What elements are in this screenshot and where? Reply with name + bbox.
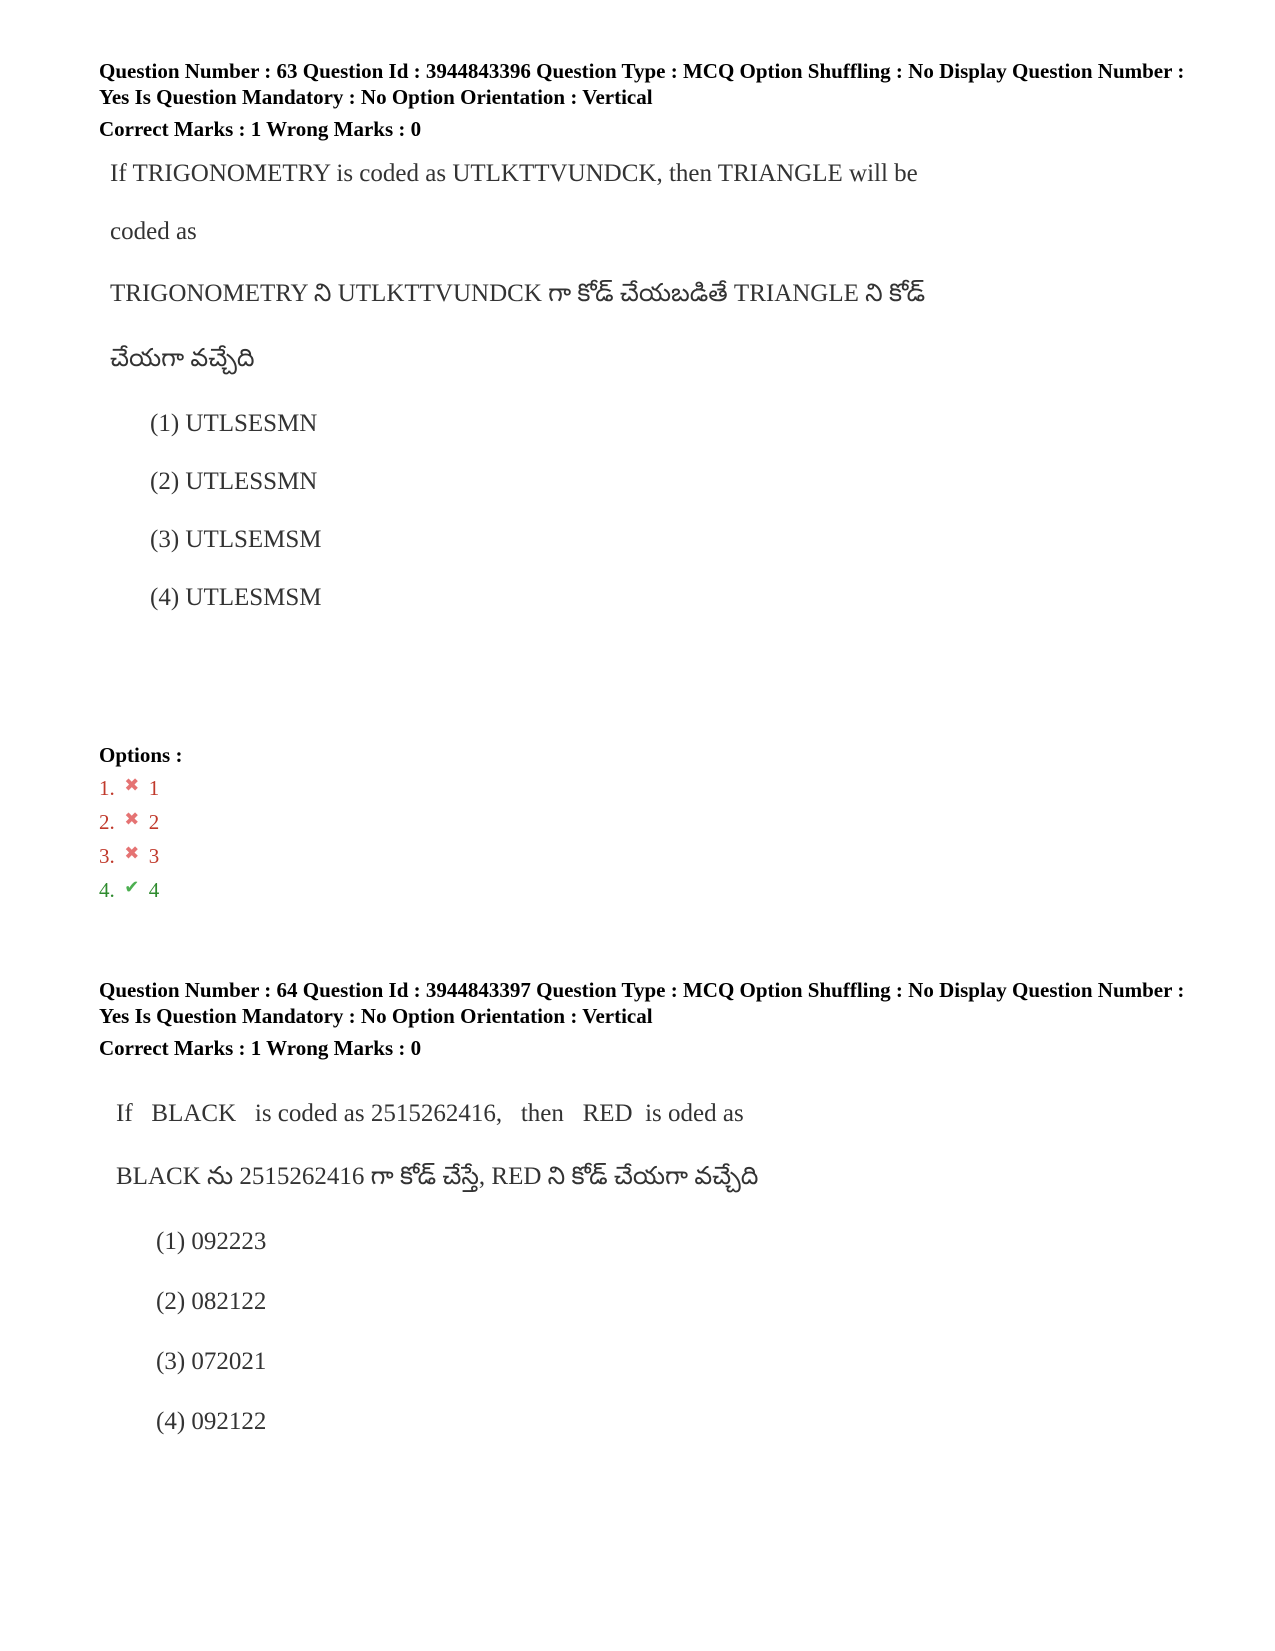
cross-icon: ✖ [124,843,140,863]
question-text-te-line1: TRIGONOMETRY ని UTLKTTVUNDCK గా కోడ్ చేయబడితే TRIANGLE ని కోడ్ [110,280,926,307]
option-row-1 [99,776,159,801]
option-number: 3. [99,844,115,868]
question-choice-4: (4) 092122 [156,1408,267,1435]
question-text-en-line1: If TRIGONOMETRY is coded as UTLKTTVUNDCK, then TRIANGLE will be [110,160,918,187]
question-choice-1: (1) UTLSESMN [150,410,318,437]
question-marks: Correct Marks : 1 Wrong Marks : 0 [99,1036,422,1060]
question-choice-1: (1) 092223 [156,1228,267,1255]
question-choice-2: (2) 082122 [156,1288,267,1315]
option-row-2 [99,810,159,835]
question-text-te-line2: చేయగా వచ్చేది [110,345,255,372]
question-64-header [99,977,1189,1061]
cross-icon: ✖ [124,809,140,829]
question-choice-2: (2) UTLESSMN [150,468,318,495]
option-number: 2. [99,810,115,834]
question-choice-3: (3) 072021 [156,1348,267,1375]
question-marks: Correct Marks : 1 Wrong Marks : 0 [99,117,422,141]
option-number: 1. [99,776,115,800]
cross-icon: ✖ [124,775,140,795]
question-choice-4: (4) UTLESMSM [150,584,322,611]
question-63-header [99,58,1189,142]
question-meta: Question Number : 64 Question Id : 3944843397 Question Type : MCQ Option Shuffling : No Display Question Number : Yes Is Question Mandatory : No Option Orientation : Vertical [99,978,1185,1028]
option-number: 4. [99,878,115,902]
option-value: 4 [148,878,160,902]
option-value: 1 [148,776,160,800]
question-meta: Question Number : 63 Question Id : 3944843396 Question Type : MCQ Option Shuffling : No Display Question Number : Yes Is Question Mandatory : No Option Orientation : Vertical [99,59,1185,109]
option-row-4 [99,878,159,903]
option-value: 2 [148,810,160,834]
check-icon: ✔ [124,877,140,897]
question-text-en: If BLACK is coded as 2515262416, then RED is oded as [116,1100,744,1127]
question-text-en-line2: coded as [110,218,197,245]
option-value: 3 [148,844,160,868]
option-row-3 [99,844,159,869]
options-heading: Options : [99,743,183,767]
question-text-te: BLACK ను 2515262416 గా కోడ్ చేస్తే, RED ని కోడ్ చేయగా వచ్చేది [116,1163,759,1190]
question-choice-3: (3) UTLSEMSM [150,526,322,553]
